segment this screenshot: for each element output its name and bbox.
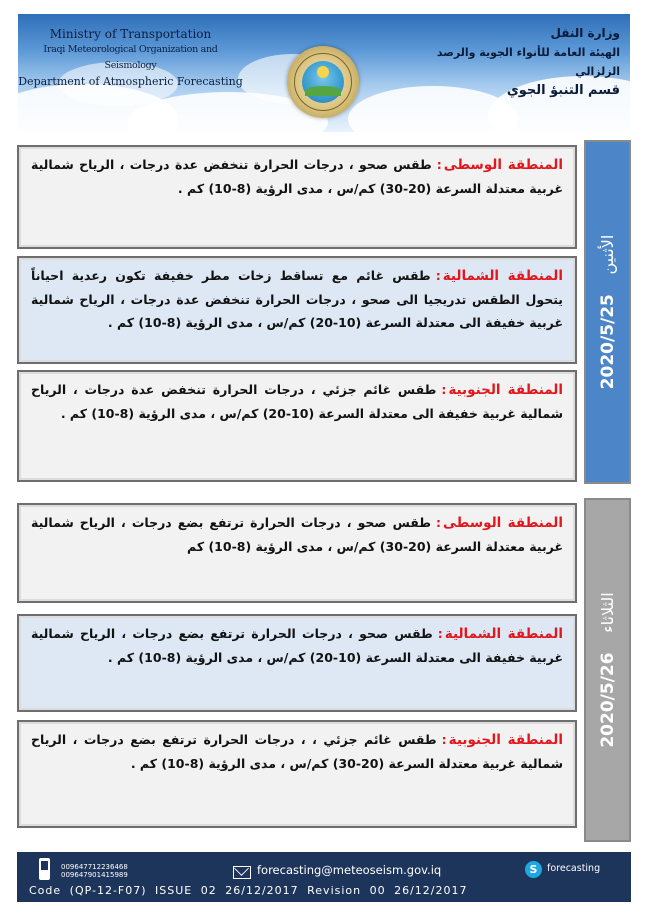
ministry-ar: وزارة النقل <box>550 26 620 40</box>
region-name: المنطقة الشمالية <box>442 268 563 284</box>
region-name: المنطقة الجنوبية <box>448 382 563 398</box>
department-ar: قسم التنبؤ الجوي <box>506 83 620 98</box>
footer-bar <box>17 852 631 902</box>
day-name: الأثنين <box>597 234 617 275</box>
phone-number: 009647901415989 <box>61 871 128 879</box>
region-name: المنطقة الوسطى <box>443 157 563 173</box>
forecast-text: طقس صحو ، درجات الحرارة ترتفع بضع درجات ، الرياح شمالية غربية خفيفة الى معتدلة السرعة (10-20) كم/س ، مدى الرؤية (8-10) كم . <box>31 626 563 665</box>
forecast-box-day2-north: المنطقة الشمالية:طقس صحو ، درجات الحرارة ترتفع بضع درجات ، الرياح شمالية غربية خفيفة الى معتدلة السرعة (10-20) كم/س ، مدى الرؤية (8-10) كم . <box>17 614 577 712</box>
region-name: المنطقة الشمالية <box>444 626 563 642</box>
envelope-icon <box>233 866 251 879</box>
forecast-box-day2-central: المنطقة الوسطى:طقس صحو ، درجات الحرارة ترتفع بضع درجات ، الرياح شمالية غربية معتدلة السرعة (20-30) كم/س ، مدى الرؤية (8-10) كم <box>17 503 577 603</box>
organization-en: Iraqi Meteorological Organization and Seismology <box>43 44 218 71</box>
day-name: الثلاثاء <box>597 592 617 633</box>
day-date: 2020/5/26 <box>597 652 618 748</box>
email-link[interactable]: forecasting@meteoseism.gov.iq <box>257 863 442 877</box>
day-label-tuesday <box>584 498 631 842</box>
forecast-text: طقس غائم جزئي ، درجات الحرارة تنخفض عدة درجات ، الرياح شمالية غربية خفيفة الى معتدلة السرعة (10-20) كم/س ، مدى الرؤية (8-10) كم . <box>31 382 563 421</box>
forecast-box-day1-central: المنطقة الوسطى:طقس صحو ، درجات الحرارة تنخفض عدة درجات ، الرياح شمالية غربية معتدلة السرعة (20-30) كم/س ، مدى الرؤية (8-10) كم . <box>17 145 577 249</box>
forecast-text: طقس غائم جزئي ، ، درجات الحرارة ترتفع بضع درجات ، الرياح شمالية غربية معتدلة السرعة (20-30) كم/س ، مدى الرؤية (8-10) كم . <box>31 732 563 771</box>
department-en: Department of Atmospheric Forecasting <box>18 75 243 88</box>
document-code-line: Code (QP-12-F07) ISSUE 02 26/12/2017 Revision 00 26/12/2017 <box>29 884 468 897</box>
day-date: 2020/5/25 <box>597 294 618 390</box>
mobile-phone-icon <box>39 858 50 880</box>
region-name: المنطقة الوسطى <box>443 515 563 531</box>
header-english-block <box>18 26 243 90</box>
forecast-text: طقس غائم مع تساقط زخات مطر خفيفة تكون رعدية احياناً يتحول الطقس تدريجيا الى صحو ، درجات الحرارة تنخفض عدة درجات ، الرياح شمالية غربية خفيفة الى معتدلة السرعة (10-20) كم/س ، مدى الرؤية (8-10) كم . <box>31 268 563 330</box>
day-label-monday <box>584 140 631 484</box>
organization-seal-logo <box>287 46 359 118</box>
forecast-text: طقس صحو ، درجات الحرارة تنخفض عدة درجات ، الرياح شمالية غربية معتدلة السرعة (20-30) كم/س ، مدى الرؤية (8-10) كم . <box>31 157 563 196</box>
phone-number: 009647712236468 <box>61 863 128 871</box>
skype-icon: S <box>525 861 542 878</box>
ministry-en: Ministry of Transportation <box>49 27 212 41</box>
skype-handle[interactable]: forecasting <box>547 863 601 874</box>
header-arabic-block <box>420 24 620 100</box>
forecast-text: طقس صحو ، درجات الحرارة ترتفع بضع درجات ، الرياح شمالية غربية معتدلة السرعة (20-30) كم/س ، مدى الرؤية (8-10) كم <box>31 515 563 554</box>
organization-ar: الهيئة العامة للأنواء الجوية والرصد الزلزالي <box>436 46 620 78</box>
forecast-box-day1-north: المنطقة الشمالية:طقس غائم مع تساقط زخات مطر خفيفة تكون رعدية احياناً يتحول الطقس تدريجيا الى صحو ، درجات الحرارة تنخفض عدة درجات ، الرياح شمالية غربية خفيفة الى معتدلة السرعة (10-20) كم/س ، مدى الرؤية (8-10) كم . <box>17 256 577 364</box>
forecast-box-day1-south: المنطقة الجنوبية:طقس غائم جزئي ، درجات الحرارة تنخفض عدة درجات ، الرياح شمالية غربية خفيفة الى معتدلة السرعة (10-20) كم/س ، مدى الرؤية (8-10) كم . <box>17 370 577 482</box>
forecast-box-day2-south: المنطقة الجنوبية:طقس غائم جزئي ، ، درجات الحرارة ترتفع بضع درجات ، الرياح شمالية غربية معتدلة السرعة (20-30) كم/س ، مدى الرؤية (8-10) كم . <box>17 720 577 828</box>
phone-numbers <box>61 863 128 879</box>
header-banner <box>18 14 630 132</box>
region-name: المنطقة الجنوبية <box>448 732 563 748</box>
